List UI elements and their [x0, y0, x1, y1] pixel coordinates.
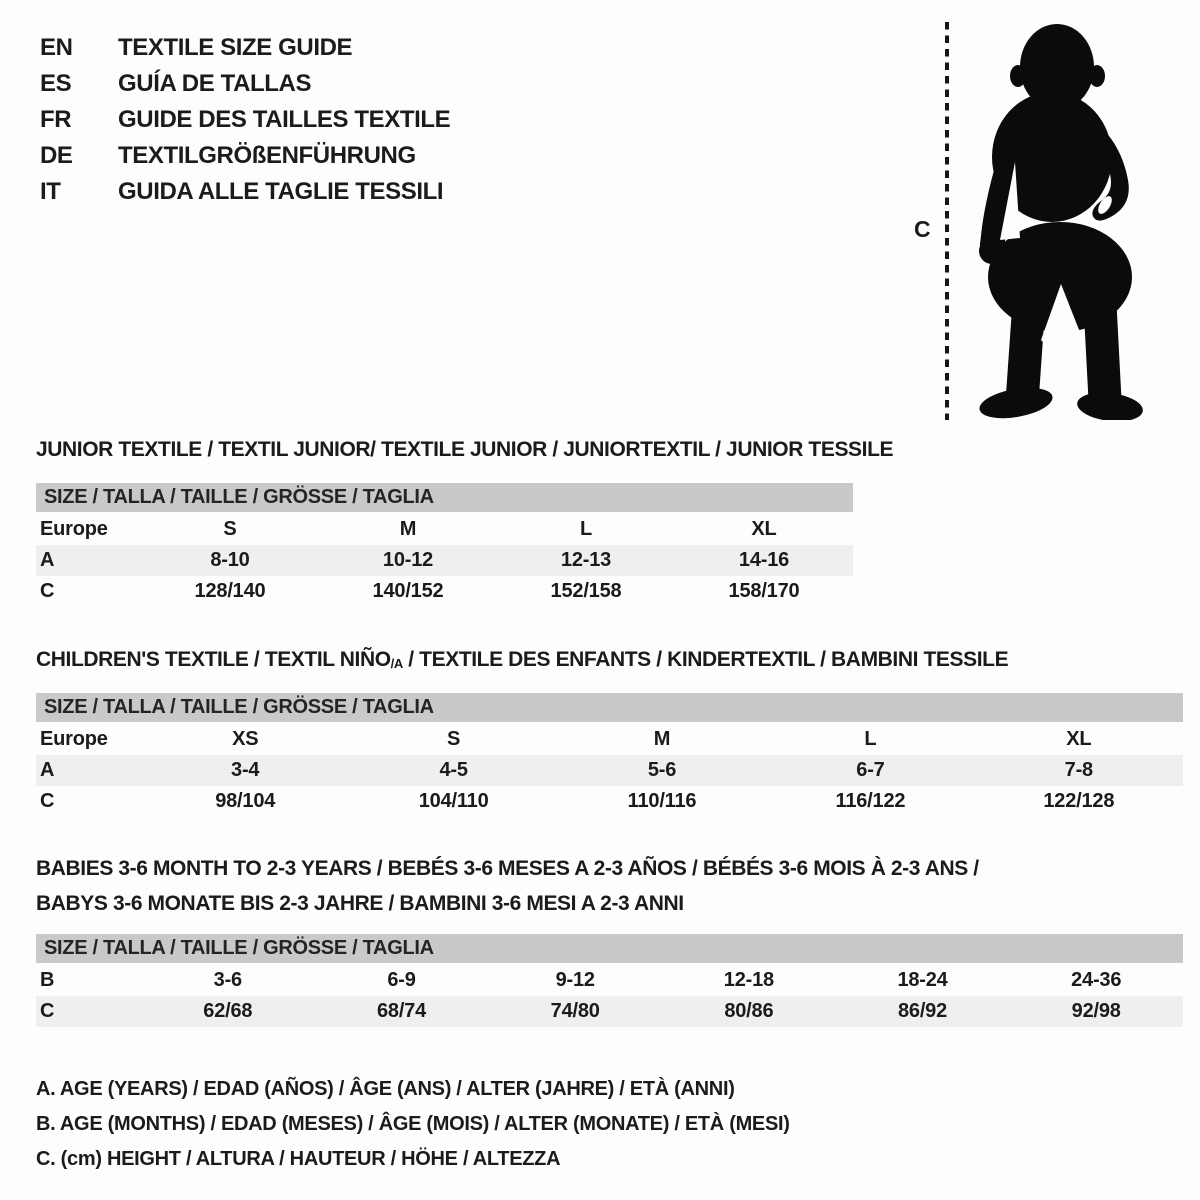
value-cell: 10-12 — [382, 549, 434, 571]
children-title-suffix: / TEXTILE DES ENFANTS / KINDERTEXTIL / BAMBINI TESSILE — [402, 648, 1009, 671]
size-cell: XS — [232, 728, 259, 750]
row-label: C — [40, 1000, 55, 1022]
language-code: ES — [40, 70, 72, 97]
junior-size-table — [36, 514, 853, 607]
size-cell: S — [447, 728, 461, 750]
table-row — [36, 576, 853, 607]
size-cell: XL — [1066, 728, 1092, 750]
value-cell: 8-10 — [210, 549, 250, 571]
table-row — [36, 786, 1183, 817]
value-cell: 122/128 — [1043, 790, 1115, 812]
value-cell: 3-6 — [213, 969, 242, 991]
value-cell: 92/98 — [1071, 1000, 1121, 1022]
children-size-header-bar: SIZE / TALLA / TAILLE / GRÖSSE / TAGLIA — [36, 693, 1183, 722]
guide-title-de: TEXTILGRÖßENFÜHRUNG — [118, 142, 416, 169]
value-cell: 5-6 — [647, 759, 677, 781]
guide-title-es: GUÍA DE TALLAS — [118, 70, 312, 97]
legend-height-cm: C. (cm) HEIGHT / ALTURA / HAUTEUR / HÖHE / ALTEZZA — [36, 1148, 561, 1170]
table-row — [36, 996, 1183, 1027]
value-cell: 86/92 — [897, 1000, 948, 1022]
row-label: B — [40, 969, 55, 991]
junior-size-header-bar: SIZE / TALLA / TAILLE / GRÖSSE / TAGLIA — [36, 483, 853, 512]
language-row-es — [40, 66, 450, 102]
babies-section-title-line1: BABIES 3-6 MONTH TO 2-3 YEARS / BEBÉS 3-6 MESES A 2-3 AÑOS / BÉBÉS 3-6 MOIS À 2-3 ANS / — [36, 857, 979, 880]
guide-title-it: GUIDA ALLE TAGLIE TESSILI — [118, 178, 444, 205]
value-cell: 116/122 — [835, 790, 906, 812]
language-title-list — [40, 30, 450, 210]
size-cell: M — [399, 518, 417, 540]
children-section — [36, 647, 1200, 817]
children-size-table — [36, 724, 1183, 817]
babies-section — [36, 851, 1200, 1027]
junior-section — [36, 437, 1200, 607]
top-area — [0, 0, 1200, 437]
size-guide-content — [0, 437, 1200, 1177]
height-measure-figure — [912, 20, 1152, 422]
value-cell: 68/74 — [376, 1000, 427, 1022]
row-label: Europe — [40, 728, 108, 750]
children-title-prefix: CHILDREN'S TEXTILE / TEXTIL NIÑO — [36, 648, 391, 671]
row-label: A — [40, 759, 55, 781]
language-row-de — [40, 138, 450, 174]
value-cell: 140/152 — [372, 580, 444, 602]
row-label: A — [40, 549, 55, 571]
language-code: EN — [40, 34, 73, 61]
children-section-title — [36, 647, 1200, 677]
value-cell: 12-13 — [560, 549, 612, 571]
value-cell: 14-16 — [738, 549, 790, 571]
value-cell: 6-9 — [387, 969, 416, 991]
junior-section-title: JUNIOR TEXTILE / TEXTIL JUNIOR/ TEXTILE JUNIOR / JUNIORTEXTIL / JUNIOR TESSILE — [36, 438, 894, 461]
value-cell: 74/80 — [550, 1000, 600, 1022]
guide-title-en: TEXTILE SIZE GUIDE — [118, 34, 353, 61]
value-cell: 62/68 — [203, 1000, 253, 1022]
table-row — [36, 514, 853, 545]
measurement-legend — [36, 1072, 1200, 1177]
value-cell: 80/86 — [724, 1000, 774, 1022]
value-cell: 152/158 — [550, 580, 622, 602]
value-cell: 6-7 — [856, 759, 885, 781]
language-row-fr — [40, 102, 450, 138]
toddler-silhouette-icon — [973, 22, 1145, 420]
babies-section-title-line2: BABYS 3-6 MONATE BIS 2-3 JAHRE / BAMBINI 3-6 MESI A 2-3 ANNI — [36, 892, 684, 915]
row-label: Europe — [40, 518, 108, 540]
legend-age-years: A. AGE (YEARS) / EDAD (AÑOS) / ÂGE (ANS) / ALTER (JAHRE) / ETÀ (ANNI) — [36, 1078, 735, 1100]
language-code: IT — [40, 178, 61, 205]
size-cell: L — [864, 728, 877, 750]
guide-title-fr: GUIDE DES TAILLES TEXTILE — [118, 106, 451, 133]
value-cell: 18-24 — [897, 969, 948, 991]
legend-age-months: B. AGE (MONTHS) / EDAD (MESES) / ÂGE (MOIS) / ALTER (MONATE) / ETÀ (MESI) — [36, 1113, 790, 1135]
value-cell: 158/170 — [728, 580, 800, 602]
table-row — [36, 724, 1183, 755]
size-cell: S — [223, 518, 237, 540]
language-row-it — [40, 174, 450, 210]
row-label: C — [40, 580, 55, 602]
value-cell: 104/110 — [418, 790, 489, 812]
row-label: C — [40, 790, 55, 812]
children-title-small: /A — [390, 656, 403, 671]
value-cell: 128/140 — [194, 580, 266, 602]
value-cell: 9-12 — [555, 969, 595, 991]
value-cell: 24-36 — [1071, 969, 1122, 991]
size-cell: L — [579, 518, 593, 540]
table-row — [36, 545, 853, 576]
size-cell: XL — [751, 518, 777, 540]
language-row-en — [40, 30, 450, 66]
size-cell: M — [653, 728, 671, 750]
value-cell: 4-5 — [439, 759, 468, 781]
table-row — [36, 755, 1183, 786]
language-code: DE — [40, 142, 73, 169]
measure-c-label: C — [914, 216, 931, 242]
value-cell: 7-8 — [1064, 759, 1093, 781]
value-cell: 98/104 — [215, 790, 276, 812]
babies-size-header-bar: SIZE / TALLA / TAILLE / GRÖSSE / TAGLIA — [36, 934, 1183, 963]
dashed-height-line — [942, 20, 952, 422]
table-row — [36, 965, 1183, 996]
language-code: FR — [40, 106, 72, 133]
value-cell: 3-4 — [231, 759, 260, 781]
babies-size-table — [36, 965, 1183, 1027]
value-cell: 110/116 — [627, 790, 697, 812]
value-cell: 12-18 — [723, 969, 774, 991]
